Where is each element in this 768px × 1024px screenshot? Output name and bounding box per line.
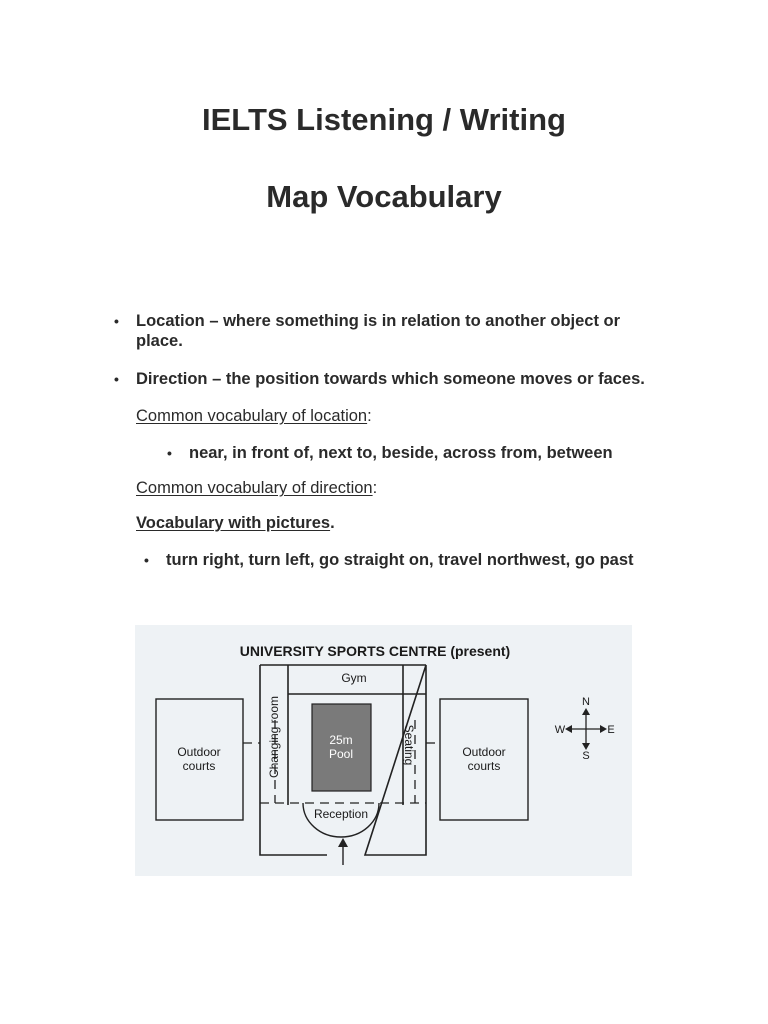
pool-label-2: Pool xyxy=(328,747,354,761)
reception-label: Reception xyxy=(313,807,369,821)
outdoor-left-label-2: courts xyxy=(182,759,216,773)
compass-s: S xyxy=(582,750,590,762)
bullet-dot-icon: • xyxy=(114,371,119,387)
entrance-arrow-icon xyxy=(338,838,348,865)
pictures-heading-text: Vocabulary with pictures xyxy=(136,514,331,532)
changing-room-label: Changing room xyxy=(267,695,281,779)
bullet-dot-icon: • xyxy=(144,552,149,568)
bullet-direction-text: Direction – the position towards which someone moves or faces. xyxy=(136,370,645,388)
bullet-dot-icon: • xyxy=(114,313,119,329)
outdoor-right-label-1: Outdoor xyxy=(462,745,506,759)
compass-icon xyxy=(565,708,607,750)
direction-words-text: turn right, turn left, go straight on, travel northwest, go past xyxy=(166,551,634,569)
compass-e: E xyxy=(607,724,615,736)
direction-heading-colon: : xyxy=(372,479,378,497)
pictures-heading xyxy=(136,513,335,533)
outdoor-right-label-2: courts xyxy=(467,759,501,773)
map-svg xyxy=(135,625,632,876)
location-heading xyxy=(136,406,372,426)
seating-label: Seating xyxy=(402,724,416,766)
outdoor-left-label-1: Outdoor xyxy=(177,745,221,759)
pool-label-1: 25m xyxy=(329,733,353,747)
page-title: IELTS Listening / Writing xyxy=(202,102,566,137)
pictures-heading-period: . xyxy=(330,514,335,532)
compass-w: W xyxy=(554,724,566,736)
direction-heading-text: Common vocabulary of direction xyxy=(136,479,373,497)
location-heading-text: Common vocabulary of location xyxy=(136,407,368,425)
bullet-location-text: Location – where something is in relation to another object or place. xyxy=(136,312,621,350)
location-words-text: near, in front of, next to, beside, across from, between xyxy=(189,444,613,462)
page-subtitle: Map Vocabulary xyxy=(266,179,502,214)
direction-words-item xyxy=(144,550,634,570)
location-heading-colon: : xyxy=(367,407,372,425)
bullet-direction xyxy=(114,369,696,389)
gym-label: Gym xyxy=(341,671,367,685)
bullet-dot-icon: • xyxy=(167,445,172,461)
compass-n: N xyxy=(582,696,590,708)
sports-centre-map xyxy=(135,625,632,876)
bullet-location xyxy=(114,311,656,351)
location-words-item xyxy=(167,443,613,463)
direction-heading xyxy=(136,478,377,498)
map-title: UNIVERSITY SPORTS CENTRE (present) xyxy=(239,643,511,659)
